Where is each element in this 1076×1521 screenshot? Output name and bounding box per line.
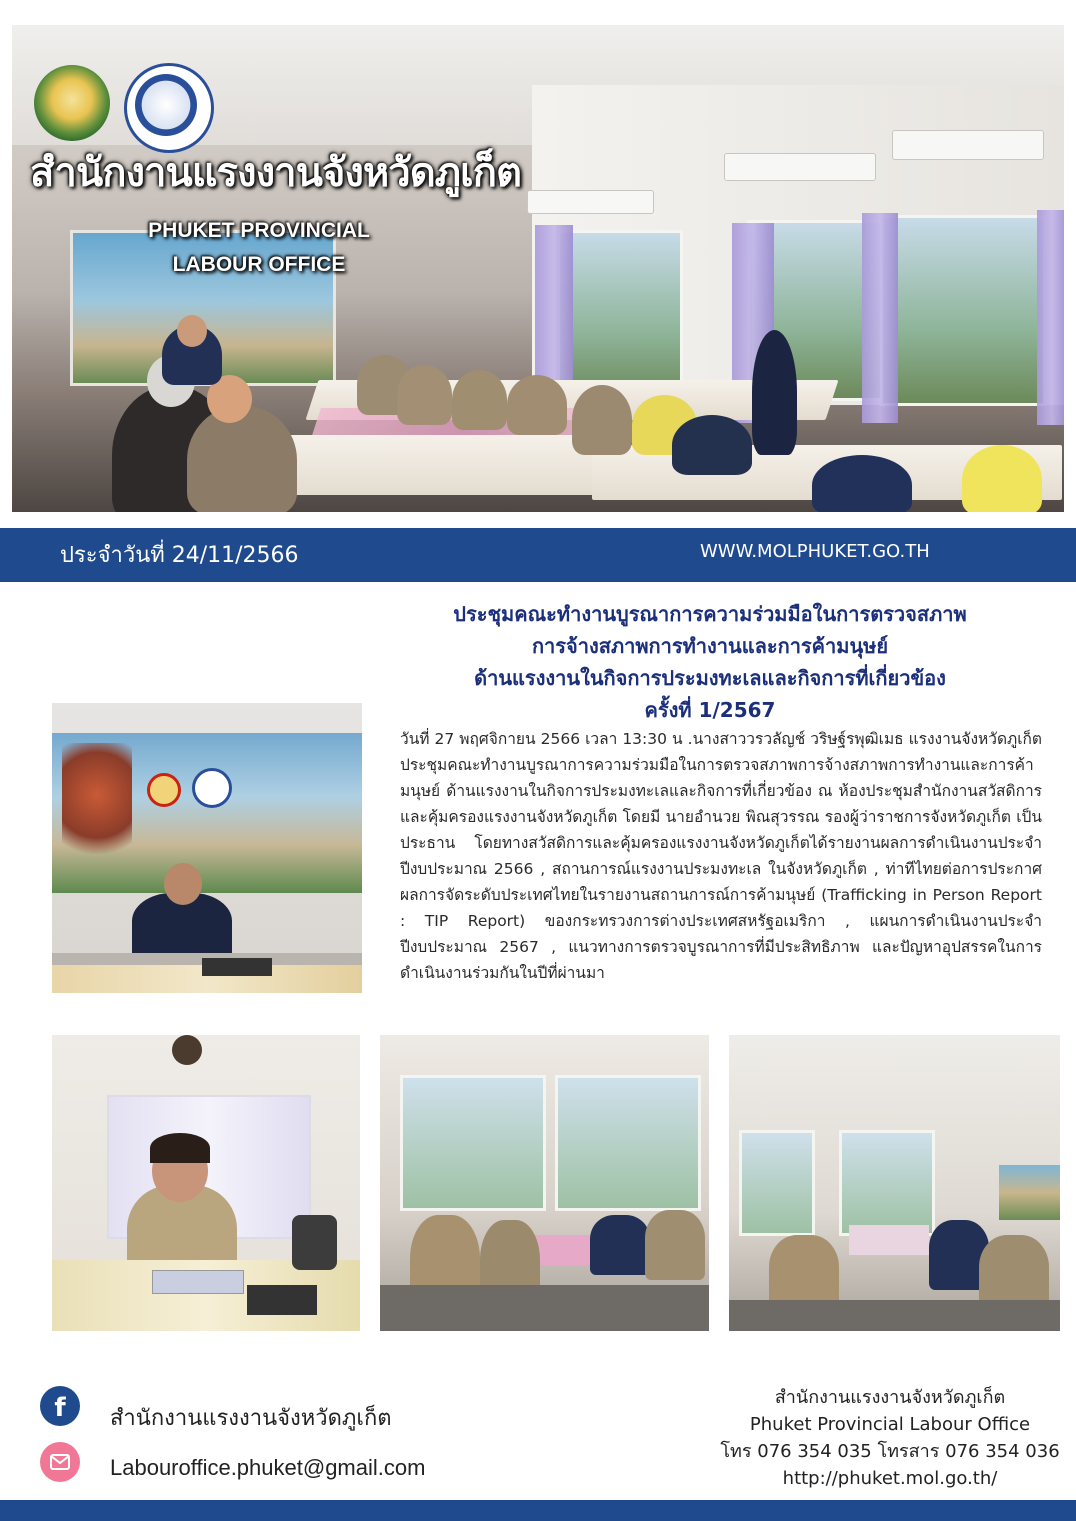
- header-title-en: [126, 214, 392, 282]
- meeting-chair-photo: [52, 703, 362, 993]
- article-body: วันที่ 27 พฤศจิกายน 2566 เวลา 13:30 น .นางสาววรวลัญช์ วริษฐ์รพุฒิเมธ แรงงานจังหวัดภูเก็ต ประชุมคณะทำงานบูรณาการความร่วมมือในการตรวจสภาพการจ้างสภาพการทำงานและการค้ามนุษย์ ด้านแรงงานในกิจการประมงทะเลและกิจการที่เกี่ยวข้อง ณ ห้องประชุมสำนักงานสวัสดิการและคุ้มครองแรงงานจังหวัดภูเก็ต โดยมี นายอำนวย พิณสุวรรณ รองผู้ว่าราชการจังหวัดภูเก็ต เป็นประธาน โดยทางสวัสดิการและคุ้มครองแรงงานจังหวัดภูเก็ตได้รายงานผลการดำเนินงานประจำปีงบประมาณ 2566 , สถานการณ์แรงงานประมงทะเล ในจังหวัดภูเก็ต , ท่าทีไทยต่อการประกาศผลการจัดระดับประเทศไทยในรายงานสถานการณ์การค้ามนุษย์ (Trafficking in Person Report : TIP Report) ของกระทรวงการต่างประเทศสหรัฐอเมริกา , แผนการดำเนินงานประจำปีงบประมาณ 2567 , แนวทางการตรวจบูรณาการที่มีประสิทธิภาพ และปัญหาอุปสรรคในการดำเนินงานร่วมกันในปีที่ผ่านมา: [400, 730, 1042, 982]
- facebook-icon[interactable]: f: [40, 1386, 80, 1426]
- meeting-photo-1: [52, 1035, 360, 1331]
- office-url[interactable]: http://phuket.mol.go.th/: [782, 1468, 998, 1489]
- header-title-th: สำนักงานแรงงานจังหวัดภูเก็ต: [30, 150, 521, 196]
- header-title-en-line2: LABOUR OFFICE: [172, 253, 346, 276]
- article-title-line: การจ้างสภาพการทำงานและการค้ามนุษย์: [531, 634, 889, 658]
- footer-bar: [0, 1500, 1076, 1521]
- facebook-page-label[interactable]: สำนักงานแรงงานจังหวัดภูเก็ต: [110, 1406, 392, 1431]
- issue-date: ประจำวันที่ 24/11/2566: [60, 543, 299, 568]
- email-address[interactable]: Labouroffice.phuket@gmail.com: [110, 1455, 426, 1480]
- header-title-en-line1: PHUKET PROVINCIAL: [148, 219, 370, 242]
- office-name-th: สำนักงานแรงงานจังหวัดภูเก็ต: [774, 1387, 1006, 1408]
- article-title-line: ครั้งที่ 1/2567: [644, 698, 776, 722]
- article-title-line: ประชุมคณะทำงานบูรณาการความร่วมมือในการตรวจสภาพ: [453, 602, 967, 626]
- email-icon[interactable]: [40, 1442, 80, 1482]
- article-title: [370, 598, 1050, 726]
- office-phone-fax: โทร 076 354 035 โทรสาร 076 354 036: [720, 1441, 1060, 1462]
- office-contact-block: [710, 1384, 1070, 1492]
- website-link[interactable]: WWW.MOLPHUKET.GO.TH: [700, 541, 930, 562]
- ministry-seal-logo: [34, 65, 110, 141]
- article-title-line: ด้านแรงงานในกิจการประมงทะเลและกิจการที่เกี่ยวข้อง: [474, 666, 946, 690]
- meeting-photo-3: [729, 1035, 1060, 1331]
- meeting-photo-2: [380, 1035, 709, 1331]
- office-name-en: Phuket Provincial Labour Office: [749, 1414, 1031, 1435]
